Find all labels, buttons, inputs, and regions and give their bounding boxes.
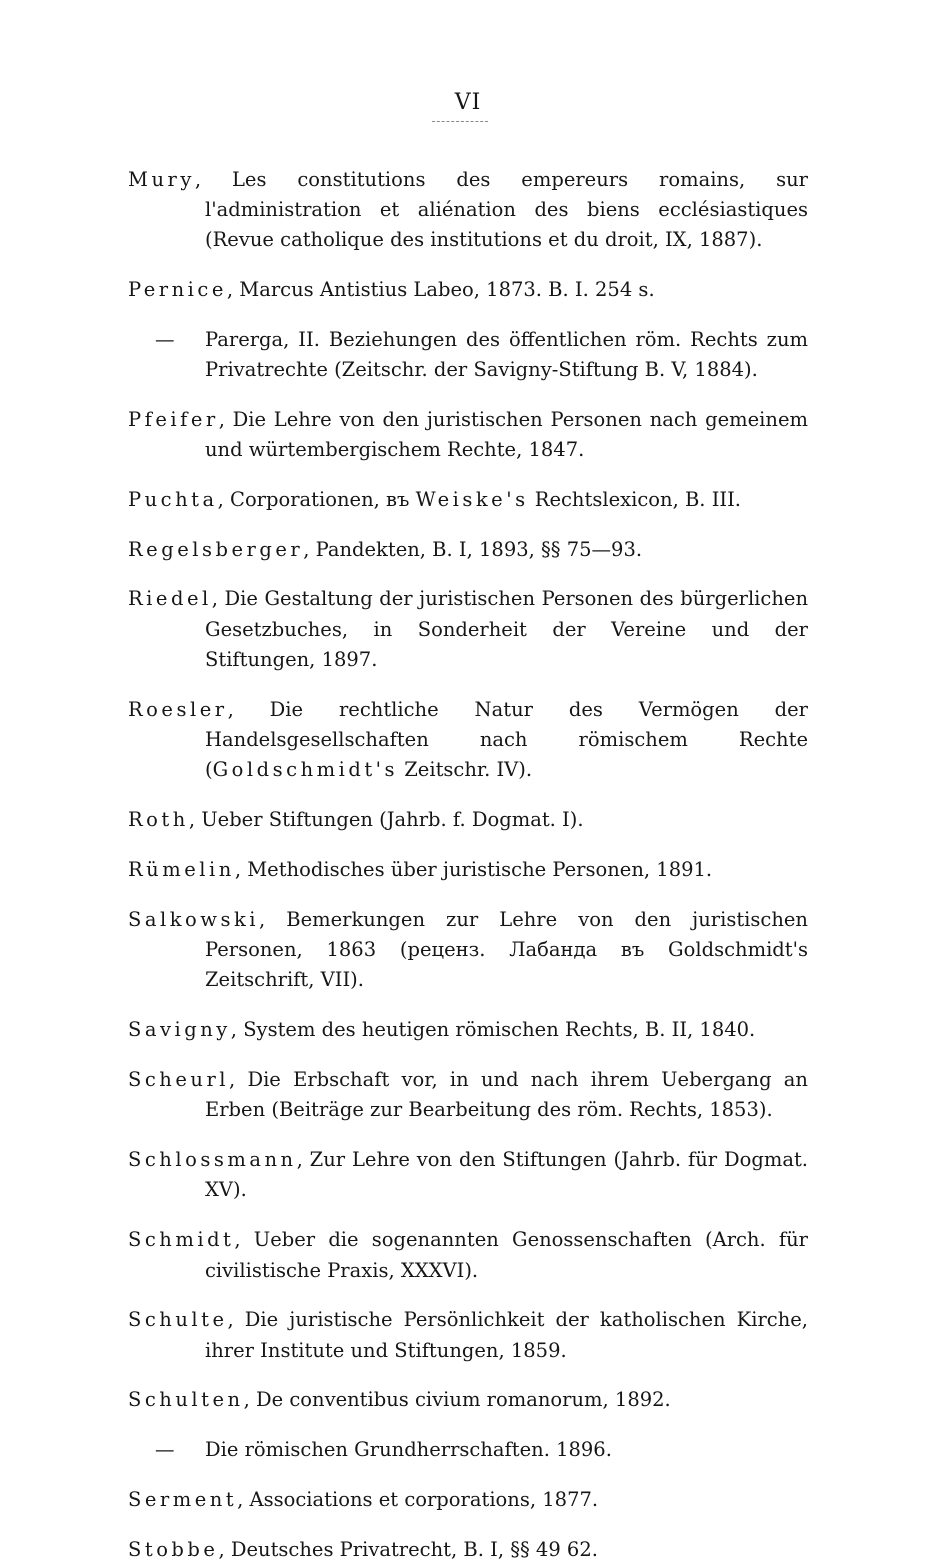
- entry-author: Schlossmann: [128, 1148, 297, 1172]
- entry-text: , Ueber Stiftungen (Jahrb. f. Dogmat. I).: [188, 808, 584, 832]
- bibliography-entry: [128, 584, 808, 675]
- entry-author: Rümelin: [128, 858, 235, 882]
- bibliography-entry: [128, 905, 808, 996]
- entry-text: Parerga, II. Beziehungen des öffentlichen röm. Rechts zum Privatrechte (Zeitschr. der Savigny-Stiftung B. V, 1884).: [205, 327, 808, 381]
- bibliography-entry: [128, 695, 808, 786]
- entry-text: , De conventibus civium romanorum, 1892.: [243, 1388, 671, 1412]
- entry-author: Pernice: [128, 277, 227, 301]
- bibliography-entry: [128, 855, 808, 885]
- entry-text: , Zur Lehre von den Stiftungen (Jahrb. für Dogmat. XV).: [205, 1148, 808, 1202]
- entry-text: , Die Erbschaft vor, in und nach ihrem Uebergang an Erben (Beiträge zur Bearbeitung des röm. Rechts, 1853).: [205, 1068, 808, 1122]
- bibliography-list: [128, 145, 808, 1565]
- bibliography-entry: [128, 275, 808, 305]
- entry-text: , Pandekten, B. I, 1893, §§ 75—93.: [303, 537, 643, 561]
- entry-text: Zeitschr. IV).: [398, 758, 533, 782]
- entry-author: Roesler: [128, 697, 228, 721]
- bibliography-entry: [128, 1385, 808, 1415]
- entry-author: Salkowski: [128, 907, 260, 931]
- entry-author: Schulte: [128, 1308, 228, 1332]
- entry-text: , Die juristische Persönlichkeit der katholischen Kirche, ihrer Institute und Stiftungen, 1859.: [205, 1308, 808, 1362]
- entry-text: , Die rechtliche Natur des Vermögen der Handelsgesellschaften nach römischem Rechte (: [205, 697, 808, 782]
- bibliography-entry: [128, 1305, 808, 1366]
- bibliography-entry: [128, 1535, 808, 1565]
- entry-author: Puchta: [128, 487, 218, 511]
- entry-spaced-name: Goldschmidt's: [212, 758, 399, 782]
- bibliography-entry: [128, 805, 808, 835]
- entry-text: Rechtslexicon, B. III.: [528, 487, 741, 511]
- bibliography-entry: [128, 405, 808, 466]
- entry-author: Schmidt: [128, 1228, 235, 1252]
- bibliography-entry-continuation: [128, 325, 808, 386]
- bibliography-entry: [128, 485, 808, 515]
- entry-text: , Corporationen, въ: [217, 487, 416, 511]
- entry-author: Pfeifer: [128, 407, 219, 431]
- bibliography-entry: [128, 535, 808, 565]
- header-rule: [432, 121, 488, 122]
- entry-text: , Deutsches Privatrecht, B. I, §§ 49 62.: [218, 1537, 598, 1561]
- entry-author: Savigny: [128, 1018, 231, 1042]
- entry-author: Schulten: [128, 1388, 244, 1412]
- entry-author: Stobbe: [128, 1537, 219, 1561]
- entry-text: Die römischen Grundherrschaften. 1896.: [205, 1438, 612, 1462]
- bibliography-entry: [128, 165, 808, 256]
- entry-author: Serment: [128, 1488, 238, 1511]
- entry-spaced-name: Weiske's: [415, 487, 529, 511]
- bibliography-entry: [128, 1485, 808, 1515]
- entry-author: Roth: [128, 808, 189, 832]
- bibliography-entry: [128, 1225, 808, 1286]
- entry-text: , System des heutigen römischen Rechts, B. II, 1840.: [230, 1018, 756, 1042]
- entry-text: , Marcus Antistius Labeo, 1873. B. I. 254 s.: [226, 277, 655, 301]
- entry-author: Riedel: [128, 587, 212, 611]
- entry-text: , Die Lehre von den juristischen Personen nach gemeinem und würtembergischem Rechte, 1847.: [205, 407, 808, 462]
- entry-author: Regelsberger: [128, 537, 304, 561]
- entry-text: , Ueber die sogenannten Genossenschaften (Arch. für civilistische Praxis, XXXVI).: [205, 1228, 808, 1282]
- entry-text: , Associations et corporations, 1877.: [237, 1488, 599, 1511]
- entry-text: , Methodisches über juristische Personen, 1891.: [234, 858, 713, 882]
- ditto-dash: —: [155, 1438, 175, 1462]
- bibliography-entry: [128, 1145, 808, 1206]
- entry-author: Mury: [128, 167, 195, 191]
- bibliography-entry: [128, 1015, 808, 1045]
- entry-author: Scheurl: [128, 1068, 229, 1092]
- entry-text: , Bemerkungen zur Lehre von den juristischen Personen, 1863 (реценз. Лабанда въ Goldschmidt's Zeitschrift, VII).: [205, 907, 808, 992]
- bibliography-entry-continuation: [128, 1435, 808, 1465]
- entry-text: , Les constitutions des empereurs romains, sur l'administration et aliénation des biens ecclésiastiques (Revue catholique des institutions et du droit, IX, 1887).: [194, 167, 808, 252]
- ditto-dash: —: [155, 327, 175, 351]
- bibliography-entry: [128, 1065, 808, 1126]
- page-number: VI: [454, 90, 482, 115]
- entry-text: , Die Gestaltung der juristischen Personen des bürgerlichen Gesetzbuches, in Sonderheit der Vereine und der Stiftungen, 1897.: [205, 587, 808, 672]
